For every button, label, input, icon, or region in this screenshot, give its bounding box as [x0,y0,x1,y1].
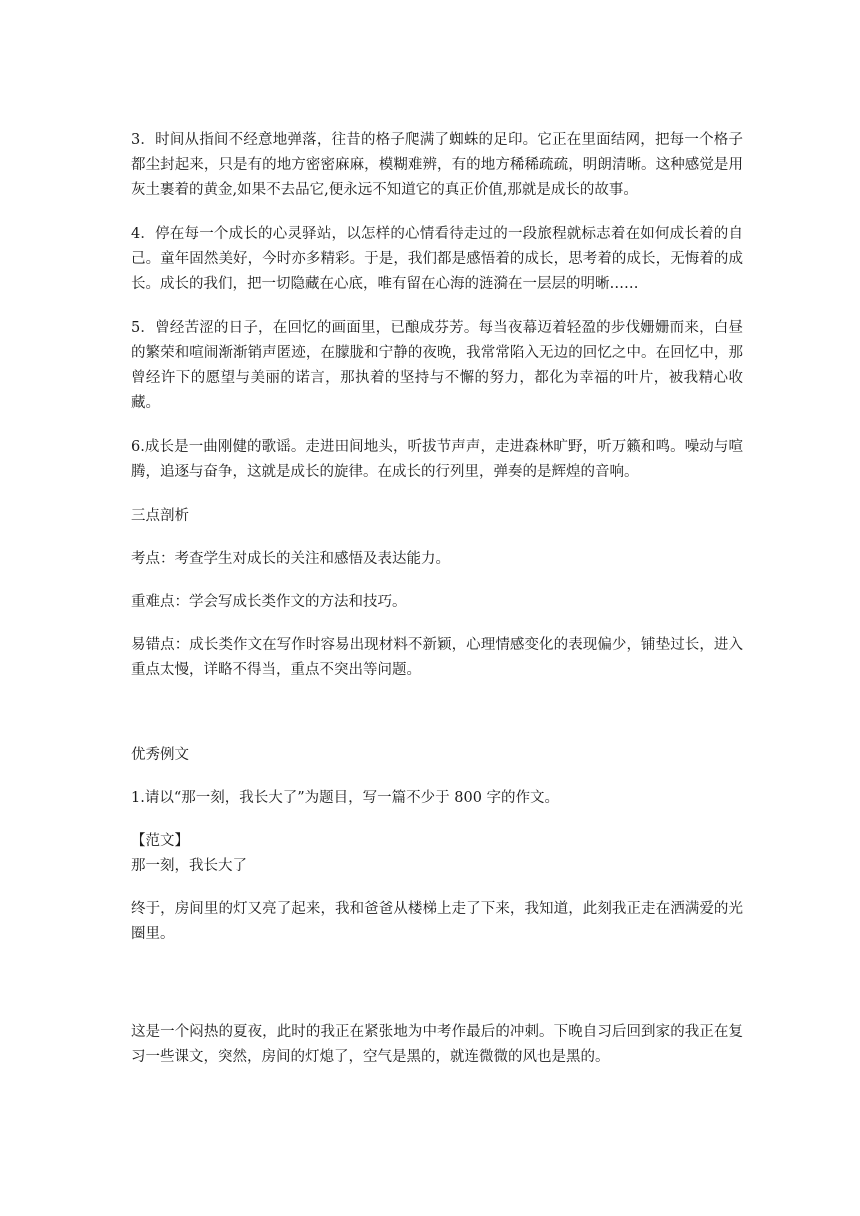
essay-paragraph-1: 终于，房间里的灯又亮了起来，我和爸爸从楼梯上走了下来，我知道，此刻我正走在洒满爱的光圈里。 [131,901,743,942]
paragraph-3: 3．时间从指间不经意地弹落，往昔的格子爬满了蜘蛛的足印。它正在里面结网，把每一个格子都尘封起来，只是有的地方密密麻麻，模糊难辨，有的地方稀稀疏疏，明朗清晰。这种感觉是用灰土裹着的黄金,如果不去品它,便永远不知道它的真正价值,那就是成长的故事。 [131,132,743,198]
paragraph-6: 6.成长是一曲刚健的歌谣。走进田间地头，听拔节声声，走进森林旷野，听万籁和鸣。噪动与喧腾，追逐与奋争，这就是成长的旋律。在成长的行列里，弹奏的是辉煌的音响。 [131,439,743,480]
zhongnandian-line: 重难点：学会写成长类作文的方法和技巧。 [131,594,407,610]
essay-paragraph-2: 这是一个闷热的夏夜，此时的我正在紧张地为中考作最后的冲刺。下晚自习后回到家的我正在复习一些课文，突然，房间的灯熄了，空气是黑的，就连微微的风也是黑的。 [131,1024,743,1065]
paragraph-4: 4．停在每一个成长的心灵驿站，以怎样的心情看待走过的一段旅程就标志着在如何成长着的自己。童年固然美好，今时亦多精彩。于是，我们都是感悟着的成长，思考着的成长，无悔着的成长。成长的我们，把一切隐藏在心底，唯有留在心海的涟漪在一层层的明晰…… [131,226,743,292]
essay-prompt: 1.请以“那一刻，我长大了”为题目，写一篇不少于 800 字的作文。 [131,790,560,806]
document-body [131,128,743,1070]
essay-title: 那一刻，我长大了 [131,858,247,874]
example-heading: 优秀例文 [131,747,189,763]
kaodian-line: 考点：考查学生对成长的关注和感悟及表达能力。 [131,551,450,567]
analysis-heading: 三点剖析 [131,508,189,524]
yicuodian-line: 易错点：成长类作文在写作时容易出现材料不新颖，心理情感变化的表现偏少，铺垫过长，进入重点太慢，详略不得当，重点不突出等问题。 [131,637,743,678]
fanwen-label: 【范文】 [131,833,189,849]
paragraph-5: 5．曾经苦涩的日子，在回忆的画面里，已酿成芬芳。每当夜幕迈着轻盈的步伐姗姗而来，白昼的繁荣和喧闹渐渐销声匿迹，在朦胧和宁静的夜晚，我常常陷入无边的回忆之中。在回忆中，那曾经许下的愿望与美丽的诺言，那执着的坚持与不懈的努力，都化为幸福的叶片，被我精心收藏。 [131,320,743,411]
